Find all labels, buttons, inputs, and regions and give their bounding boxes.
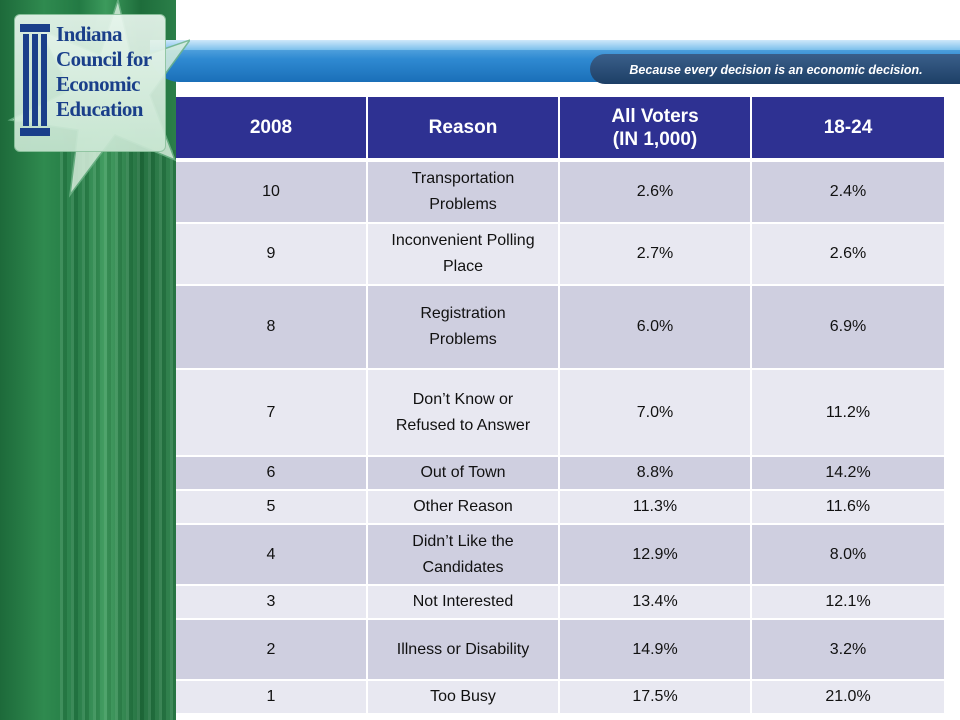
cell-age-18-24: 3.2% — [752, 620, 944, 681]
cell-age-18-24: 2.4% — [752, 162, 944, 224]
header-reason: Reason — [368, 97, 560, 162]
column-logo-icon — [20, 24, 50, 136]
cell-age-18-24: 21.0% — [752, 681, 944, 715]
cell-all-voters: 2.7% — [560, 224, 752, 286]
cell-rank: 5 — [176, 491, 368, 525]
side-stripes — [60, 150, 176, 720]
cell-reason: Transportation Problems — [368, 162, 560, 224]
table-row — [176, 286, 944, 370]
cell-all-voters: 8.8% — [560, 457, 752, 491]
header-year: 2008 — [176, 97, 368, 162]
cell-rank: 1 — [176, 681, 368, 715]
cell-age-18-24: 8.0% — [752, 525, 944, 586]
logo-line-2: Council for — [56, 47, 152, 71]
table-row — [176, 224, 944, 286]
cell-all-voters: 17.5% — [560, 681, 752, 715]
table-row — [176, 457, 944, 491]
cell-rank: 6 — [176, 457, 368, 491]
cell-rank: 7 — [176, 370, 368, 457]
reasons-table-grid — [176, 97, 944, 715]
logo-wordmark — [56, 22, 168, 122]
cell-reason: Didn’t Like the Candidates — [368, 525, 560, 586]
tagline: Because every decision is an economic decision. — [629, 63, 923, 77]
table-header-row — [176, 97, 944, 162]
cell-rank: 10 — [176, 162, 368, 224]
table-row — [176, 525, 944, 586]
cell-reason: Inconvenient Polling Place — [368, 224, 560, 286]
cell-rank: 2 — [176, 620, 368, 681]
cell-age-18-24: 2.6% — [752, 224, 944, 286]
cell-reason: Other Reason — [368, 491, 560, 525]
cell-all-voters: 11.3% — [560, 491, 752, 525]
reasons-table — [176, 97, 944, 715]
cell-all-voters: 12.9% — [560, 525, 752, 586]
logo-line-4: Education — [56, 97, 143, 121]
logo-line-1: Indiana — [56, 22, 122, 46]
cell-all-voters: 7.0% — [560, 370, 752, 457]
cell-age-18-24: 6.9% — [752, 286, 944, 370]
cell-all-voters: 14.9% — [560, 620, 752, 681]
cell-all-voters: 2.6% — [560, 162, 752, 224]
cell-age-18-24: 14.2% — [752, 457, 944, 491]
header-age-18-24: 18-24 — [752, 97, 944, 162]
cell-all-voters: 6.0% — [560, 286, 752, 370]
cell-reason: Not Interested — [368, 586, 560, 620]
cell-rank: 9 — [176, 224, 368, 286]
table-row — [176, 162, 944, 224]
cell-rank: 8 — [176, 286, 368, 370]
header-banner-highlight — [150, 40, 960, 50]
table-row — [176, 681, 944, 715]
cell-age-18-24: 12.1% — [752, 586, 944, 620]
cell-age-18-24: 11.6% — [752, 491, 944, 525]
table-row — [176, 491, 944, 525]
cell-age-18-24: 11.2% — [752, 370, 944, 457]
cell-reason: Registration Problems — [368, 286, 560, 370]
table-row — [176, 586, 944, 620]
header-all-voters: All Voters (IN 1,000) — [560, 97, 752, 162]
cell-reason: Out of Town — [368, 457, 560, 491]
table-row — [176, 370, 944, 457]
logo-line-3: Economic — [56, 72, 140, 96]
cell-reason: Don’t Know or Refused to Answer — [368, 370, 560, 457]
cell-reason: Too Busy — [368, 681, 560, 715]
cell-rank: 4 — [176, 525, 368, 586]
cell-all-voters: 13.4% — [560, 586, 752, 620]
cell-rank: 3 — [176, 586, 368, 620]
cell-reason: Illness or Disability — [368, 620, 560, 681]
table-row — [176, 620, 944, 681]
